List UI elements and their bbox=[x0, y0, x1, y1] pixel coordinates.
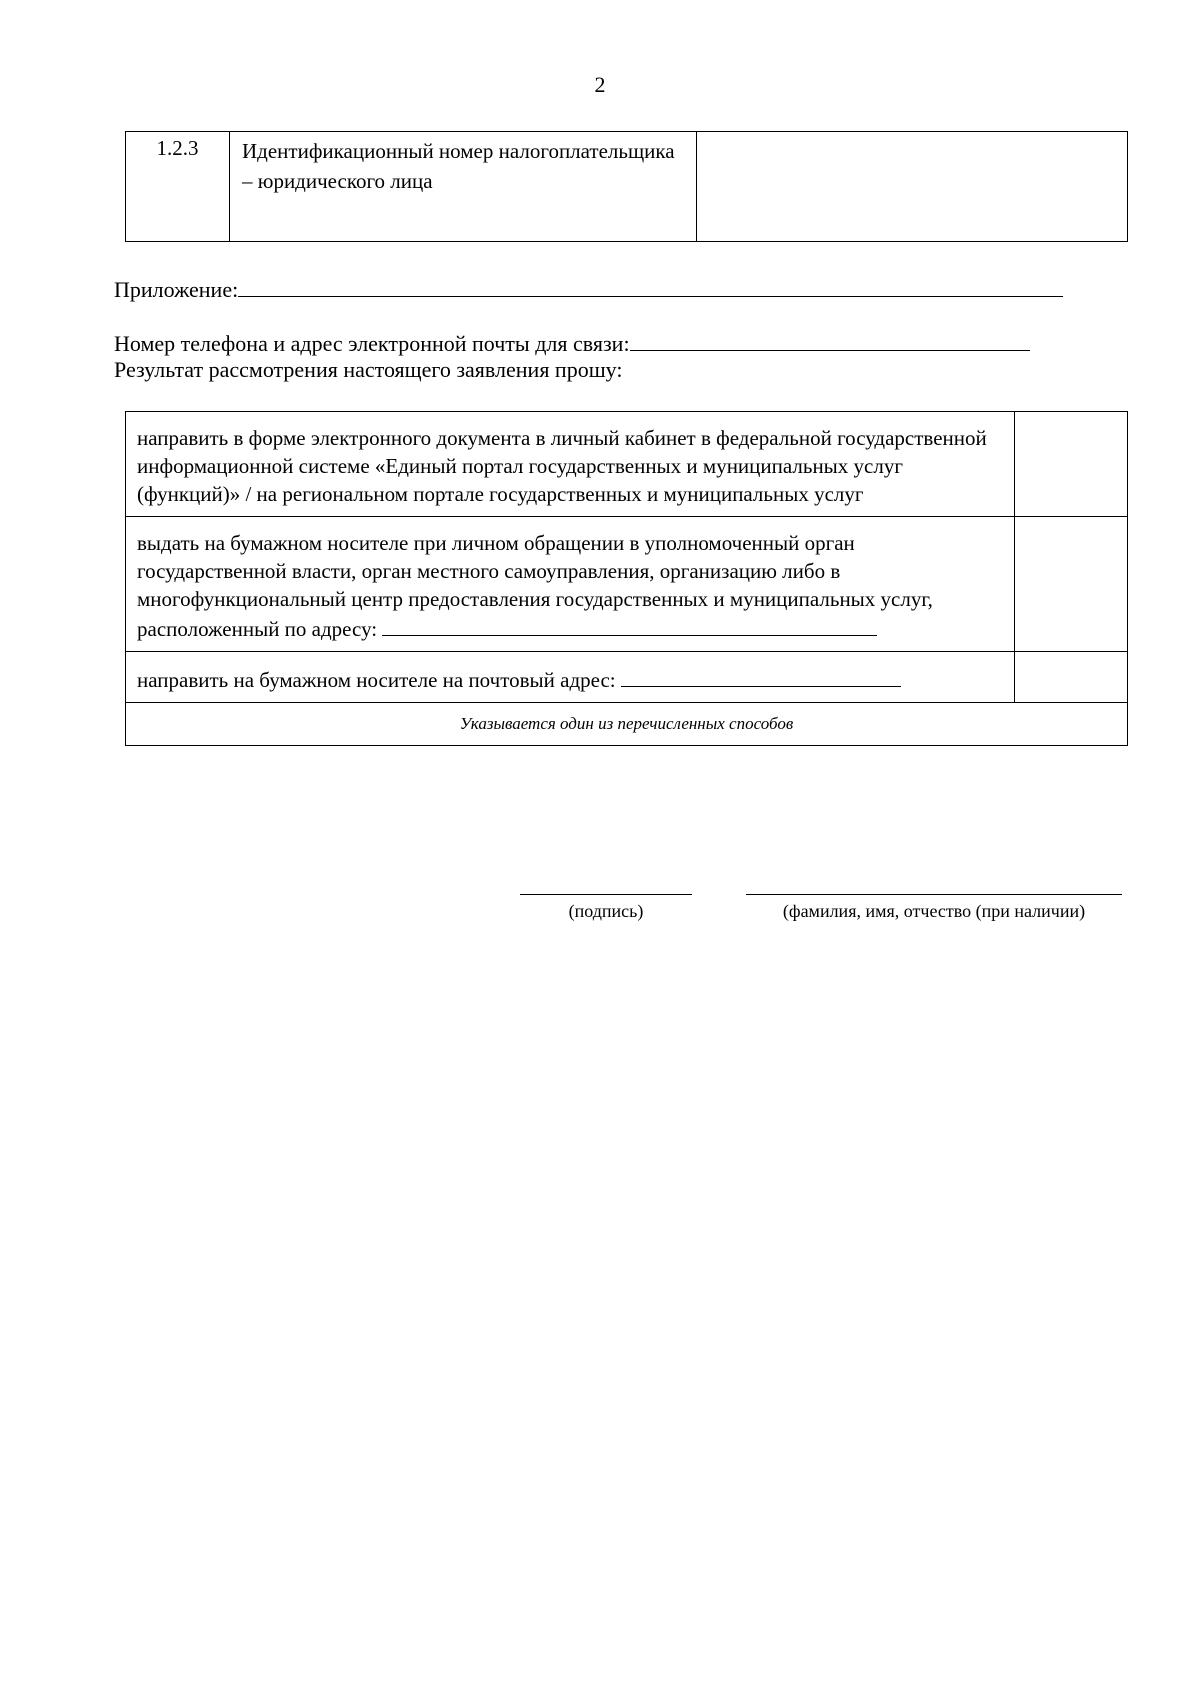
row-number: 1.2.3 bbox=[126, 132, 230, 241]
inn-value-field[interactable] bbox=[697, 132, 1127, 241]
signature-line[interactable] bbox=[520, 894, 692, 922]
address-field[interactable] bbox=[382, 613, 877, 636]
option-row-postal bbox=[126, 652, 1127, 703]
full-name-line[interactable] bbox=[746, 894, 1122, 922]
full-name-caption: (фамилия, имя, отчество (при наличии) bbox=[782, 901, 1086, 921]
options-note: Указывается один из перечисленных способов bbox=[459, 714, 794, 733]
contact-field[interactable] bbox=[630, 328, 1030, 351]
postal-address-field[interactable] bbox=[621, 664, 901, 687]
attachment-label: Приложение: bbox=[114, 277, 239, 302]
attachment-field[interactable] bbox=[238, 274, 1063, 297]
contact-row bbox=[114, 328, 1030, 357]
option-checkbox-electronic[interactable] bbox=[1015, 412, 1127, 516]
option-row-in-person bbox=[126, 517, 1127, 652]
signature-caption: (подпись) bbox=[568, 901, 644, 921]
page-number: 2 bbox=[594, 72, 606, 97]
option-text: выдать на бумажном носителе при личном обращении в уполномоченный орган государственной власти, орган местного самоуправления, организацию либо в многофункциональный центр предоставления государственных и муниципальных услуг, расположенный по адресу: bbox=[126, 517, 1015, 651]
option-text: направить на бумажном носителе на почтовый адрес: bbox=[126, 652, 1015, 702]
attachment-row bbox=[114, 274, 1063, 303]
option-checkbox-in-person[interactable] bbox=[1015, 517, 1127, 651]
option-text: направить в форме электронного документа в личный кабинет в федеральной государственной информационной системе «Единый портал государственных и муниципальных услуг (функций)» / на региональном портале государственных и муниципальных услуг bbox=[126, 412, 1015, 516]
options-note-row bbox=[126, 703, 1127, 745]
option-row-electronic bbox=[126, 412, 1127, 517]
option-checkbox-postal[interactable] bbox=[1015, 652, 1127, 702]
delivery-options-table bbox=[125, 411, 1128, 746]
result-intro: Результат рассмотрения настоящего заявления прошу: bbox=[114, 357, 623, 382]
contact-label: Номер телефона и адрес электронной почты для связи: bbox=[114, 331, 630, 356]
row-label: Идентификационный номер налогоплательщика – юридического лица bbox=[230, 132, 697, 241]
inn-table bbox=[125, 131, 1128, 242]
